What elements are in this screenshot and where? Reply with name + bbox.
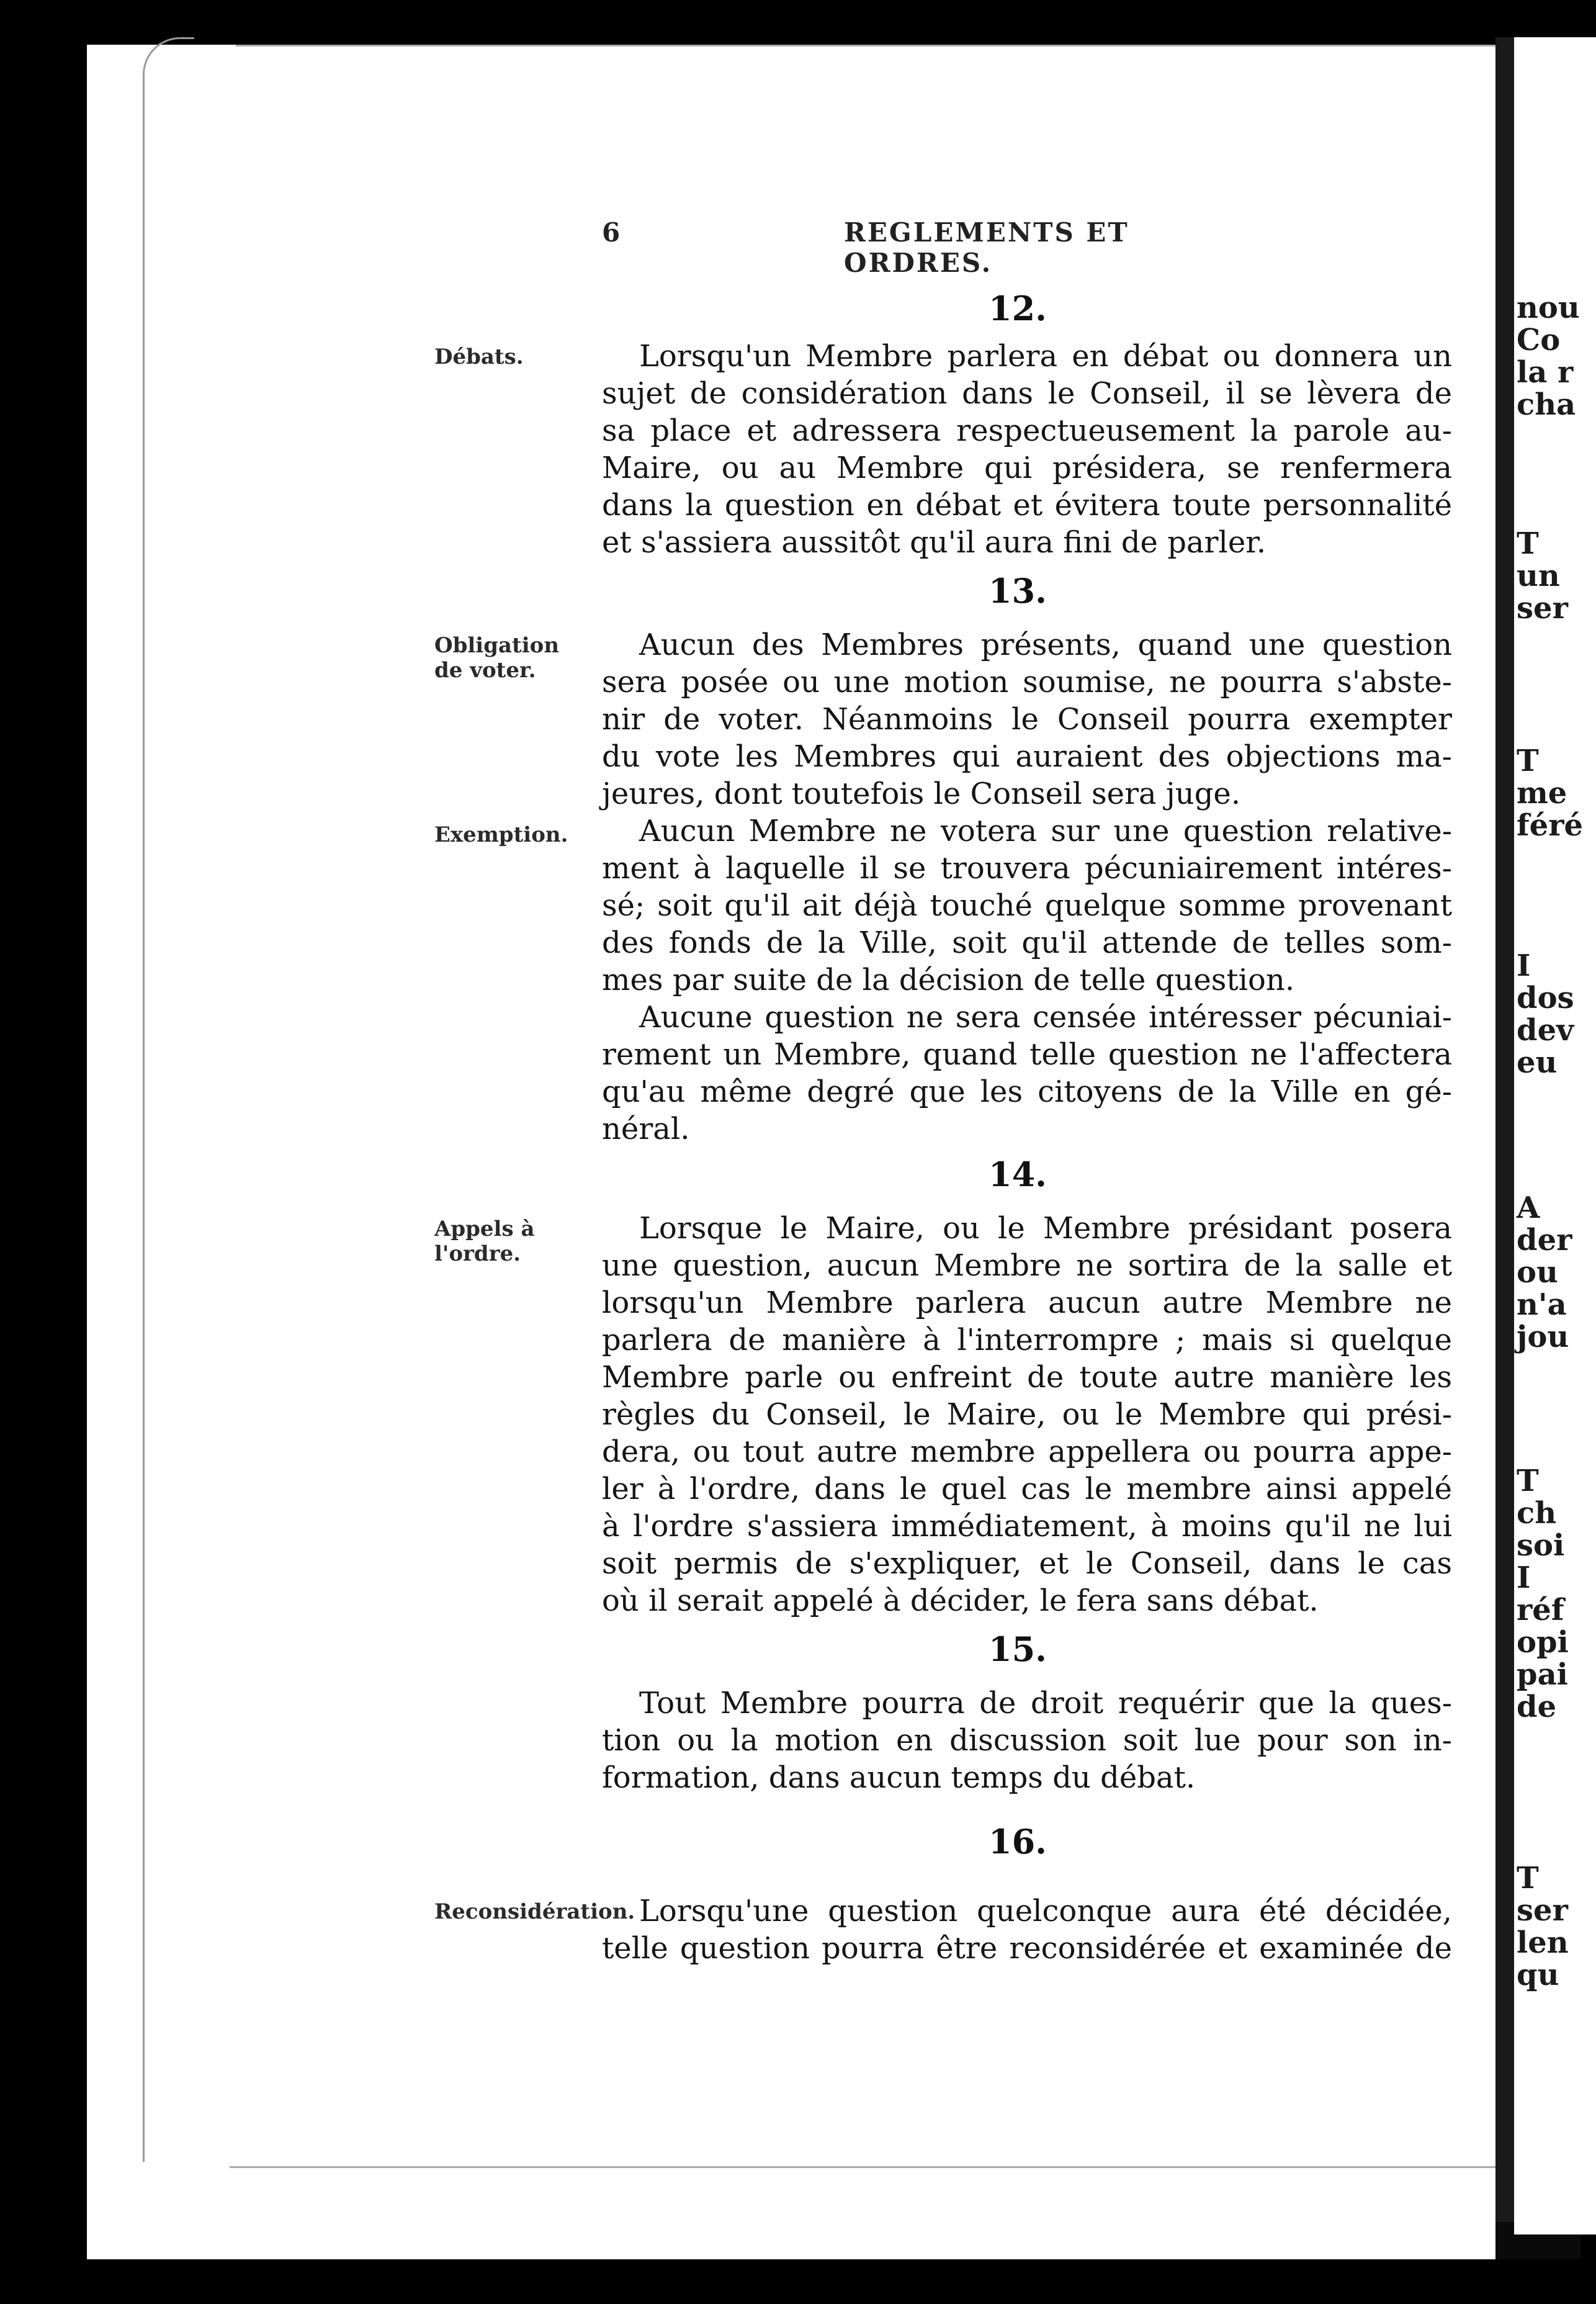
facing-text: T — [1517, 526, 1539, 561]
text-line: Aucune question ne sera censée intéresser pécuniai- — [639, 1000, 1452, 1035]
text-line: ment à laquelle il se trouvera pécuniairement intéres- — [602, 851, 1452, 886]
book-gutter — [1495, 37, 1514, 2222]
facing-text: la r — [1517, 355, 1574, 390]
facing-text: de — [1517, 1690, 1557, 1724]
scan-border-left — [0, 0, 87, 2304]
facing-text: dos — [1517, 981, 1574, 1015]
facing-text: ch — [1517, 1496, 1557, 1531]
text-line: qu'au même degré que les citoyens de la Ville en gé- — [602, 1074, 1452, 1109]
text-line: jeures, dont toutefois le Conseil sera juge. — [602, 776, 1241, 811]
facing-text: Co — [1517, 323, 1561, 358]
article-number: 15. — [989, 1629, 1047, 1669]
margin-note: Débats. — [434, 344, 524, 369]
facing-text: cha — [1517, 387, 1576, 422]
article-number: 16. — [989, 1822, 1047, 1861]
scan-border-top — [0, 0, 1596, 45]
page-edge-top — [236, 45, 1495, 47]
facing-text: der — [1517, 1223, 1572, 1258]
text-line: une question, aucun Membre ne sortira de la salle et — [602, 1248, 1452, 1283]
facing-text: eu — [1517, 1045, 1558, 1080]
margin-note: Appels à l'ordre. — [434, 1217, 535, 1266]
text-line: Lorsque le Maire, ou le Membre présidant posera — [639, 1211, 1452, 1246]
text-line: Membre parle ou enfreint de toute autre manière les — [602, 1360, 1452, 1395]
text-line: Lorsqu'un Membre parlera en débat ou donnera un — [639, 339, 1452, 374]
facing-text: réf — [1517, 1593, 1564, 1627]
page-curl-edge — [143, 37, 194, 2162]
text-line: rement un Membre, quand telle question ne l'affectera — [602, 1037, 1452, 1072]
running-head — [602, 217, 1247, 278]
facing-text: me — [1517, 776, 1567, 811]
text-line: dans la question en débat et évitera toute personnalité — [602, 488, 1452, 523]
article-number: 13. — [989, 571, 1047, 611]
facing-text: soi — [1517, 1528, 1565, 1563]
facing-text: T — [1517, 744, 1539, 778]
text-line: sa place et adressera respectueusement la parole au- — [602, 413, 1452, 448]
page-edge-bottom — [230, 2166, 1495, 2168]
text-line: dera, ou tout autre membre appellera ou pourra appe- — [602, 1434, 1452, 1469]
text-line: des fonds de la Ville, soit qu'il attende de telles som- — [602, 925, 1452, 960]
margin-note: Obligation de voter. — [434, 633, 560, 683]
text-line: ler à l'ordre, dans le quel cas le membre ainsi appelé — [602, 1472, 1452, 1506]
facing-text: nou — [1517, 290, 1580, 325]
facing-text: pai — [1517, 1657, 1568, 1692]
facing-page — [1514, 37, 1596, 2234]
text-line: Aucun des Membres présents, quand une question — [639, 628, 1452, 662]
text-line: soit permis de s'expliquer, et le Conseil, dans le cas — [602, 1546, 1452, 1581]
facing-text: T — [1517, 1861, 1539, 1896]
facing-text: dev — [1517, 1013, 1574, 1048]
text-line: formation, dans aucun temps du débat. — [602, 1760, 1196, 1795]
facing-text: jou — [1517, 1320, 1569, 1354]
facing-text: I — [1517, 948, 1531, 983]
text-line: sera posée ou une motion soumise, ne pourra s'abste- — [602, 665, 1452, 700]
facing-text: I — [1517, 1560, 1531, 1595]
facing-text: un — [1517, 559, 1560, 593]
text-line: nir de voter. Néanmoins le Conseil pourra exempter — [602, 702, 1452, 737]
text-line: tion ou la motion en discussion soit lue pour son in- — [602, 1723, 1452, 1758]
margin-note: Exemption. — [434, 822, 568, 847]
text-line: Aucun Membre ne votera sur une question relative- — [639, 814, 1452, 848]
text-line: sujet de considération dans le Conseil, il se lèvera de — [602, 376, 1452, 411]
text-line: du vote les Membres qui auraient des objections ma- — [602, 739, 1452, 774]
text-line: sé; soit qu'il ait déjà touché quelque somme provenant — [602, 888, 1452, 923]
facing-text: ser — [1517, 1893, 1568, 1928]
text-line: néral. — [602, 1112, 690, 1146]
text-line: Lorsqu'une question quelconque aura été décidée, — [639, 1894, 1452, 1928]
facing-text: ou — [1517, 1255, 1558, 1290]
running-title: REGLEMENTS ET ORDRES. — [844, 217, 1129, 278]
facing-text: qu — [1517, 1958, 1559, 1992]
facing-text: opi — [1517, 1625, 1569, 1660]
text-line: Maire, ou au Membre qui présidera, se renfermera — [602, 451, 1452, 485]
text-line: telle question pourra être reconsidérée et examinée de — [602, 1931, 1452, 1966]
article-number: 12. — [989, 289, 1047, 328]
text-line: lorsqu'un Membre parlera aucun autre Membre ne — [602, 1285, 1452, 1320]
text-line: mes par suite de la décision de telle question. — [602, 963, 1295, 997]
text-line: et s'assiera aussitôt qu'il aura fini de parler. — [602, 525, 1266, 560]
facing-text: n'a — [1517, 1287, 1567, 1322]
facing-text: len — [1517, 1925, 1569, 1960]
text-line: où il serait appelé à décider, le fera sans débat. — [602, 1583, 1319, 1618]
text-line: Tout Membre pourra de droit requérir que la ques- — [639, 1686, 1452, 1721]
article-number: 14. — [989, 1154, 1047, 1194]
text-line: à l'ordre s'assiera immédiatement, à moins qu'il ne lui — [602, 1509, 1452, 1544]
facing-text: ser — [1517, 591, 1568, 626]
facing-text: A — [1517, 1190, 1540, 1225]
scan-border-bottom — [0, 2259, 1596, 2304]
facing-text: féré — [1517, 808, 1584, 843]
text-line: règles du Conseil, le Maire, ou le Membre qui prési- — [602, 1397, 1452, 1432]
margin-note: Reconsidération. — [434, 1899, 635, 1924]
text-line: parlera de manière à l'interrompre ; mais si quelque — [602, 1323, 1452, 1357]
facing-text: T — [1517, 1464, 1539, 1498]
page-number: 6 — [602, 217, 622, 248]
